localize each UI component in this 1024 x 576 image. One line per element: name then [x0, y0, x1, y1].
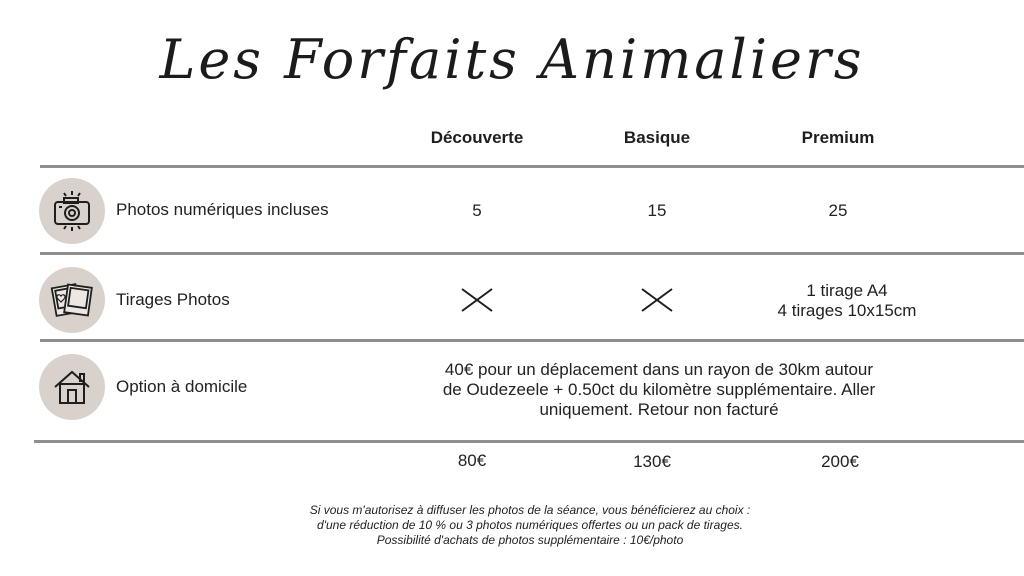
- cell-photos-decouverte: 5: [472, 201, 482, 220]
- cell-photos-premium: 25: [828, 201, 848, 220]
- cross-icon-basique: [640, 287, 674, 313]
- price-basique: 130€: [633, 452, 671, 471]
- row-label-tirages: Tirages Photos: [116, 290, 230, 309]
- domicile-line-1: 40€ pour un déplacement dans un rayon de 30km autour: [444, 360, 874, 379]
- cross-icon-decouverte: [460, 287, 494, 313]
- row-label-domicile: Option à domicile: [116, 377, 248, 396]
- house-icon: [50, 365, 94, 409]
- row-label-photos: Photos numériques incluses: [116, 200, 329, 219]
- footnote-line-2: d'une réduction de 10 % ou 3 photos numériques offertes ou un pack de tirages.: [317, 518, 743, 532]
- cell-tirages-premium: [747, 281, 947, 321]
- footnote-line-1: Si vous m'autorisez à diffuser les photos de la séance, vous bénéficierez au choix :: [309, 503, 751, 517]
- column-header-premium: Premium: [801, 128, 875, 147]
- domicile-line-2: de Oudezeele + 0.50ct du kilomètre supplémentaire. Aller: [442, 380, 876, 399]
- domicile-description: [420, 360, 898, 420]
- premium-tirage-line-2: 4 tirages 10x15cm: [777, 301, 917, 320]
- footnote-line-3: Possibilité d'achats de photos supplémentaire : 10€/photo: [376, 533, 684, 547]
- divider-row-2: [40, 339, 1024, 342]
- footnote: [200, 503, 860, 548]
- price-decouverte: 80€: [457, 451, 487, 470]
- divider-top: [40, 165, 1024, 168]
- column-header-decouverte: Découverte: [430, 128, 524, 147]
- camera-icon: [50, 189, 94, 233]
- domicile-line-3: uniquement. Retour non facturé: [539, 400, 779, 419]
- cell-photos-basique: 15: [647, 201, 667, 220]
- divider-row-1: [40, 252, 1024, 255]
- price-premium: 200€: [821, 452, 859, 471]
- premium-tirage-line-1: 1 tirage A4: [806, 281, 888, 300]
- polaroid-photos-icon: [50, 278, 94, 322]
- house-icon-badge: [39, 354, 105, 420]
- polaroid-icon-badge: [39, 267, 105, 333]
- column-header-basique: Basique: [623, 128, 691, 147]
- page-title: Les Forfaits Animaliers: [159, 28, 865, 91]
- divider-bottom: [34, 440, 1024, 443]
- camera-icon-badge: [39, 178, 105, 244]
